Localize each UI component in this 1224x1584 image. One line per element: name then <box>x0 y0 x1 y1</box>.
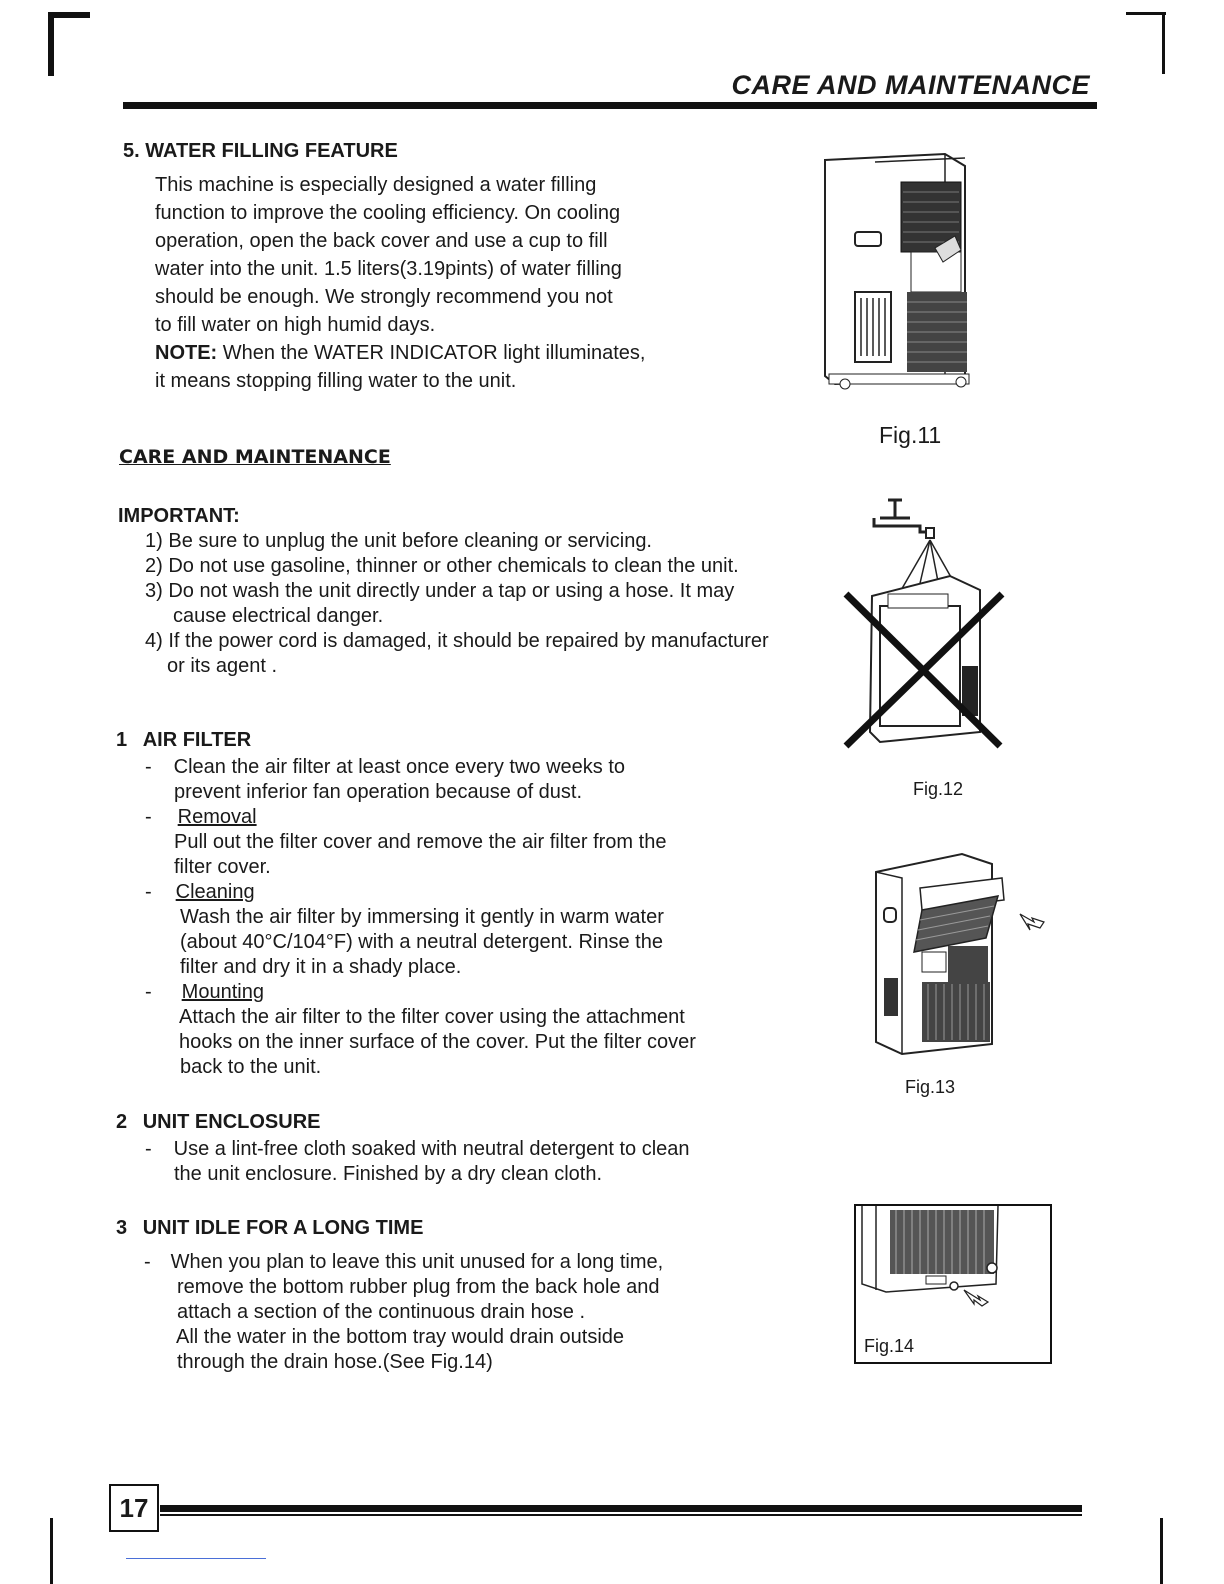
text-line: hooks on the inner surface of the cover. Put the filter cover <box>179 1031 696 1053</box>
fig11-illustration <box>815 152 985 392</box>
text-line: prevent inferior fan operation because of dust. <box>174 781 583 803</box>
text-line: filter cover. <box>174 856 271 878</box>
idle-body <box>144 1250 784 1375</box>
text-line: through the drain hose.(See Fig.14) <box>177 1351 493 1373</box>
bullet-line: - Clean the air filter at least once every two weeks to <box>145 756 625 778</box>
list-item: 4) If the power cord is damaged, it should be repaired by manufacturer <box>145 630 769 652</box>
text-line: Attach the air filter to the filter cover using the attachment <box>179 1006 685 1028</box>
note-line <box>155 339 755 367</box>
water-filling-heading: 5. WATER FILLING FEATURE <box>123 140 398 162</box>
fig12-illustration <box>840 496 1010 756</box>
crop-mark-bottom-left <box>50 1518 53 1584</box>
text-line: Pull out the filter cover and remove the air filter from the <box>174 831 667 853</box>
section-number: 3 <box>116 1217 128 1239</box>
bullet: - <box>145 881 152 903</box>
bullet-line: - Use a lint-free cloth soaked with neutral detergent to clean <box>145 1138 690 1160</box>
text-line: water into the unit. 1.5 liters(3.19pints) of water filling <box>155 258 622 280</box>
text-line: to fill water on high humid days. <box>155 314 436 336</box>
text-line: the unit enclosure. Finished by a dry clean cloth. <box>174 1163 603 1185</box>
list-item: 2) Do not use gasoline, thinner or other chemicals to clean the unit. <box>145 555 739 577</box>
list-item: 3) Do not wash the unit directly under a tap or using a hose. It may <box>145 580 735 602</box>
footer-rule-thin <box>160 1514 1082 1516</box>
text-line: This machine is especially designed a water filling <box>155 174 597 196</box>
fig14-caption: Fig.14 <box>864 1336 915 1356</box>
header-rule <box>123 102 1097 109</box>
bullet: - <box>144 1251 151 1273</box>
text-line: (about 40°C/104°F) with a neutral detergent. Rinse the <box>180 931 663 953</box>
bullet-line <box>145 980 785 1005</box>
idle-heading <box>116 1217 423 1240</box>
note-line-2: it means stopping filling water to the unit. <box>155 370 517 392</box>
removal-label: Removal <box>177 806 257 828</box>
note-label: NOTE: <box>155 342 218 364</box>
fig11-caption: Fig.11 <box>879 422 942 448</box>
mounting-label: Mounting <box>181 981 264 1003</box>
bullet: - <box>145 806 152 828</box>
list-item: 1) Be sure to unplug the unit before cleaning or servicing. <box>145 530 652 552</box>
text-line: filter and dry it in a shady place. <box>180 956 462 978</box>
text-line: attach a section of the continuous drain hose . <box>177 1301 586 1323</box>
enclosure-body <box>145 1137 785 1187</box>
crop-mark-top-right <box>1126 12 1166 15</box>
bullet-line <box>145 880 785 905</box>
air-filter-body <box>145 755 785 1080</box>
bullet: - <box>145 1138 152 1160</box>
cleaning-label: Cleaning <box>175 881 255 903</box>
list-item-cont: cause electrical danger. <box>173 605 384 627</box>
footer-link-underline <box>126 1558 266 1559</box>
crop-mark-bottom-right <box>1160 1518 1163 1584</box>
bullet-line: - When you plan to leave this unit unused for a long time, <box>144 1251 664 1273</box>
section-number: 1 <box>116 729 128 751</box>
crop-mark-top-right-v <box>1162 12 1165 74</box>
page-number: 17 <box>109 1484 159 1532</box>
bullet: - <box>145 756 152 778</box>
crop-mark-top-left <box>48 12 90 18</box>
crop-mark-top-left-v <box>48 12 54 76</box>
important-label: IMPORTANT: <box>118 505 240 527</box>
water-filling-body <box>155 171 755 395</box>
text-line: operation, open the back cover and use a cup to fill <box>155 230 608 252</box>
section-title: UNIT ENCLOSURE <box>142 1111 321 1133</box>
list-item-cont: or its agent . <box>167 655 278 677</box>
fig13-caption: Fig.13 <box>905 1077 956 1097</box>
header-title: CARE AND MAINTENANCE <box>731 70 1090 100</box>
air-filter-heading <box>116 729 251 752</box>
section-number: 2 <box>116 1111 128 1133</box>
footer-rule <box>160 1505 1082 1512</box>
fig12-caption: Fig.12 <box>913 779 964 799</box>
fig14-frame <box>854 1204 1052 1364</box>
section-title: UNIT IDLE FOR A LONG TIME <box>142 1217 424 1239</box>
care-heading: CARE AND MAINTENANCE <box>119 446 391 468</box>
text-line: back to the unit. <box>180 1056 322 1078</box>
text-line: remove the bottom rubber plug from the back hole and <box>177 1276 660 1298</box>
bullet: - <box>145 981 152 1003</box>
text-line: function to improve the cooling efficiency. On cooling <box>155 202 621 224</box>
enclosure-heading <box>116 1111 320 1134</box>
important-list <box>145 529 805 679</box>
text-line: should be enough. We strongly recommend you not <box>155 286 613 308</box>
note-text: When the WATER INDICATOR light illuminates, <box>217 342 646 364</box>
bullet-line <box>145 805 785 830</box>
text-line: All the water in the bottom tray would drain outside <box>176 1326 625 1348</box>
section-title: AIR FILTER <box>142 729 252 751</box>
text-line: Wash the air filter by immersing it gently in warm water <box>180 906 664 928</box>
fig13-illustration <box>862 848 1062 1058</box>
